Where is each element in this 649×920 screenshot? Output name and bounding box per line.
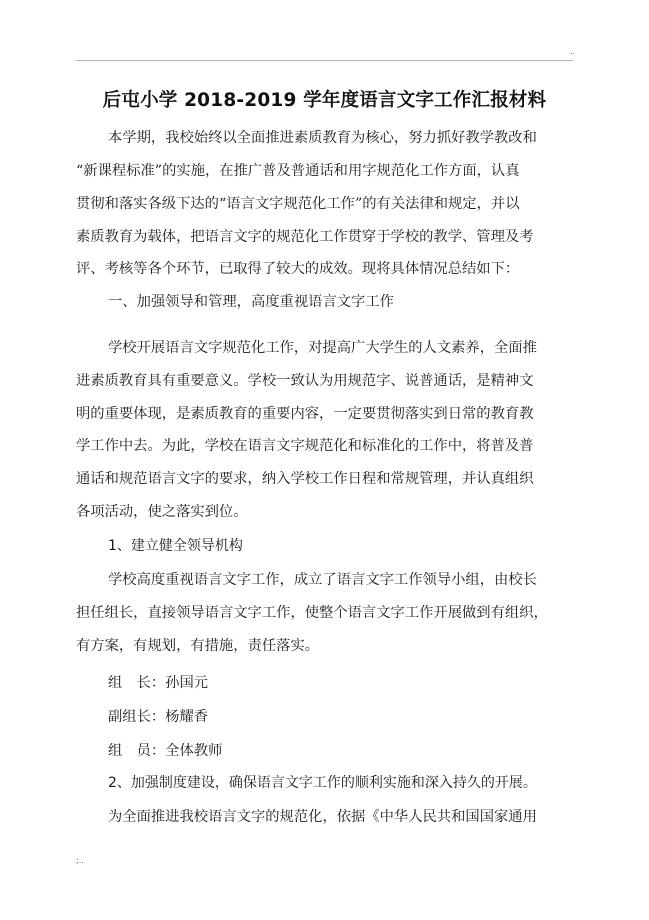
leader-members: 组 员：全体教师 <box>108 743 223 759</box>
paragraph-1-line-4: 素质教育为载体，把语言文字的规范化工作贯穿于学校的教学、管理及考 <box>76 229 534 245</box>
paragraph-4-line-1: 为全面推进我校语言文字的规范化，依据《中华人民共和国国家通用 <box>108 809 537 825</box>
subheading-1: 1、建立健全领导机构 <box>108 538 243 554</box>
paragraph-2-line-2: 进素质教育具有重要意义。学校一致认为用规范字、说普通话，是精神文 <box>76 373 534 389</box>
paragraph-3-line-2: 担任组长，直接领导语言文字工作，使整个语言文字工作开展做到有组织， <box>76 605 548 621</box>
document-title: 后屯小学 2018-2019 学年度语言文字工作汇报材料 <box>102 90 547 111</box>
paragraph-1-line-3: 贯彻和落实各级下达的“语言文字规范化工作”的有关法律和规定，并以 <box>76 196 520 212</box>
paragraph-2-line-1: 学校开展语言文字规范化工作，对提高广大学生的人文素养，全面推 <box>108 340 537 356</box>
page-corner-mark-top: .. <box>569 47 575 56</box>
paragraph-2-line-4: 学工作中去。为此，学校在语言文字规范化和标准化的工作中，将普及普 <box>76 438 534 454</box>
paragraph-2-line-5: 通话和规范语言文字的要求，纳入学校工作日程和常规管理，并认真组织 <box>76 471 534 487</box>
paragraph-1-line-1: 本学期，我校始终以全面推进素质教育为核心，努力抓好教学教改和 <box>108 130 537 146</box>
leader-group-leader: 组 长：孙国元 <box>108 675 209 691</box>
page-corner-mark-bottom: ;.. <box>76 856 84 865</box>
header-rule <box>76 60 573 61</box>
paragraph-3-line-1: 学校高度重视语言文字工作，成立了语言文字工作领导小组，由校长 <box>108 572 537 588</box>
paragraph-1-line-2: “新课程标准”的实施，在推广普及普通话和用字规范化工作方面，认真 <box>76 163 520 179</box>
subheading-2: 2、加强制度建设，确保语言文字工作的顺利实施和深入持久的开展。 <box>108 775 537 791</box>
leader-deputy-leader: 副组长：杨耀香 <box>108 709 209 725</box>
paragraph-3-line-3: 有方案，有规划，有措施，责任落实。 <box>76 638 320 654</box>
section-heading-1: 一、加强领导和管理，高度重视语言文字工作 <box>108 294 394 310</box>
paragraph-2-line-6: 各项活动，使之落实到位。 <box>76 504 248 520</box>
paragraph-2-line-3: 明的重要体现，是素质教育的重要内容，一定要贯彻落实到日常的教育教 <box>76 406 534 422</box>
paragraph-1-line-5: 评、考核等各个环节，已取得了较大的成效。现将具体情况总结如下： <box>76 261 520 277</box>
